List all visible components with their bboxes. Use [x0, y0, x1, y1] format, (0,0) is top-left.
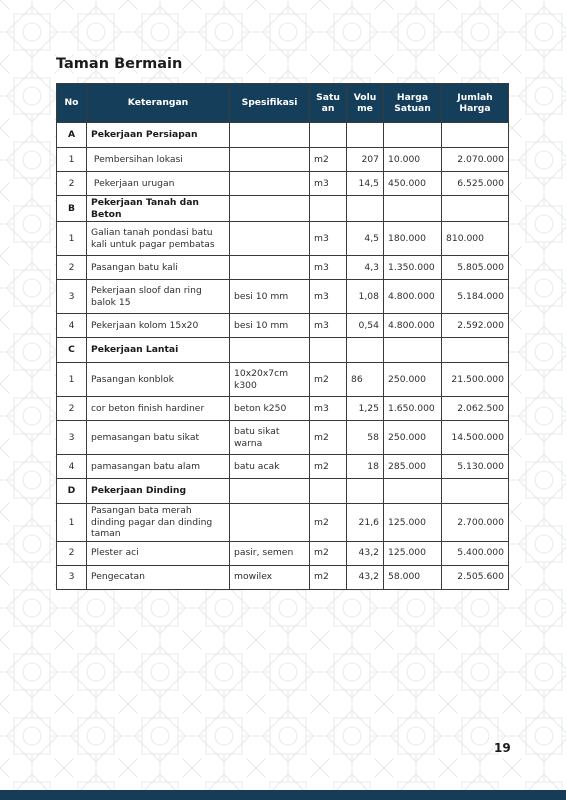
- table-row: [57, 256, 509, 280]
- section-row: [57, 123, 509, 148]
- header-volume-line1: Volu: [353, 91, 377, 103]
- item-spesifikasi: pasir, semen: [230, 541, 310, 565]
- item-volume: 43,2: [347, 565, 384, 589]
- item-volume: 14,5: [347, 172, 384, 196]
- table-row: [57, 280, 509, 314]
- section-title: Pekerjaan Dinding: [87, 479, 230, 504]
- item-harga: 1.650.000: [384, 397, 442, 421]
- item-no: 3: [57, 565, 87, 589]
- item-volume: 0,54: [347, 314, 384, 338]
- table-row: [57, 541, 509, 565]
- header-keterangan: Keterangan: [87, 84, 230, 123]
- item-jumlah: 5.400.000: [442, 541, 509, 565]
- item-no: 2: [57, 397, 87, 421]
- item-harga: 4.800.000: [384, 314, 442, 338]
- item-spesifikasi: [230, 222, 310, 256]
- header-volume-line2: me: [357, 103, 373, 114]
- table-row: [57, 363, 509, 397]
- item-keterangan: cor beton finish hardiner: [87, 397, 230, 421]
- header-harga-line1: Harga: [396, 91, 429, 103]
- item-jumlah: 14.500.000: [442, 421, 509, 455]
- item-harga: 250.000: [384, 421, 442, 455]
- section-row: [57, 338, 509, 363]
- item-volume: 21,6: [347, 504, 384, 542]
- item-harga: 450.000: [384, 172, 442, 196]
- item-no: 2: [57, 172, 87, 196]
- section-code: B: [57, 196, 87, 222]
- header-satuan-line2: an: [321, 103, 335, 114]
- item-no: 3: [57, 421, 87, 455]
- item-volume: 43,2: [347, 541, 384, 565]
- header-jumlah-line2: Harga: [459, 103, 491, 114]
- header-volume: [347, 84, 384, 123]
- item-spesifikasi: besi 10 mm: [230, 314, 310, 338]
- item-jumlah: 2.062.500: [442, 397, 509, 421]
- item-no: 3: [57, 280, 87, 314]
- table-row: [57, 504, 509, 542]
- table-row: [57, 148, 509, 172]
- item-volume: 58: [347, 421, 384, 455]
- item-no: 1: [57, 222, 87, 256]
- header-satuan: [310, 84, 347, 123]
- section-row: [57, 196, 509, 222]
- table-row: [57, 314, 509, 338]
- item-satuan: m3: [310, 222, 347, 256]
- item-spesifikasi: mowilex: [230, 565, 310, 589]
- item-harga: 4.800.000: [384, 280, 442, 314]
- item-harga: 250.000: [384, 363, 442, 397]
- item-no: 1: [57, 504, 87, 542]
- section-code: A: [57, 123, 87, 148]
- table-row: [57, 397, 509, 421]
- item-satuan: m2: [310, 504, 347, 542]
- item-volume: 4,5: [347, 222, 384, 256]
- item-harga: 125.000: [384, 541, 442, 565]
- item-harga: 58.000: [384, 565, 442, 589]
- item-spesifikasi: beton k250: [230, 397, 310, 421]
- item-keterangan: Plester aci: [87, 541, 230, 565]
- item-spesifikasi: batu acak: [230, 455, 310, 479]
- item-jumlah: 5.805.000: [442, 256, 509, 280]
- header-satuan-line1: Satu: [316, 91, 340, 103]
- header-no: No: [57, 84, 87, 123]
- item-jumlah: 2.505.600: [442, 565, 509, 589]
- item-volume: 4,3: [347, 256, 384, 280]
- header-jumlah-line1: Jumlah: [457, 91, 493, 103]
- item-harga: 180.000: [384, 222, 442, 256]
- item-no: 2: [57, 541, 87, 565]
- item-satuan: m2: [310, 541, 347, 565]
- item-volume: 86: [347, 363, 384, 397]
- item-jumlah: 810.000: [442, 222, 509, 256]
- page-title: Taman Bermain: [56, 56, 183, 72]
- item-keterangan: Pembersihan lokasi: [87, 148, 230, 172]
- item-harga: 125.000: [384, 504, 442, 542]
- header-harga-satuan: [384, 84, 442, 123]
- item-jumlah: 21.500.000: [442, 363, 509, 397]
- item-volume: 207: [347, 148, 384, 172]
- item-jumlah: 5.130.000: [442, 455, 509, 479]
- item-satuan: m3: [310, 314, 347, 338]
- table-row: [57, 421, 509, 455]
- item-satuan: m2: [310, 455, 347, 479]
- item-keterangan: Pekerjaan sloof dan ring balok 15: [87, 280, 230, 314]
- item-spesifikasi: batu sikat warna: [230, 421, 310, 455]
- table-row: [57, 455, 509, 479]
- item-jumlah: 2.700.000: [442, 504, 509, 542]
- item-spesifikasi: [230, 504, 310, 542]
- item-keterangan: Pekerjaan urugan: [87, 172, 230, 196]
- item-no: 4: [57, 314, 87, 338]
- section-title: Pekerjaan Tanah dan Beton: [87, 196, 230, 222]
- item-spesifikasi: [230, 256, 310, 280]
- item-spesifikasi: [230, 172, 310, 196]
- item-no: 1: [57, 148, 87, 172]
- item-harga: 1.350.000: [384, 256, 442, 280]
- item-satuan: m2: [310, 363, 347, 397]
- section-title: Pekerjaan Persiapan: [87, 123, 230, 148]
- table-row: [57, 222, 509, 256]
- section-row: [57, 479, 509, 504]
- item-jumlah: 2.070.000: [442, 148, 509, 172]
- section-code: C: [57, 338, 87, 363]
- table-row: [57, 172, 509, 196]
- header-harga-line2: Satuan: [394, 103, 431, 114]
- table-header-row: [57, 84, 509, 123]
- item-satuan: m2: [310, 565, 347, 589]
- section-code: D: [57, 479, 87, 504]
- item-satuan: m3: [310, 172, 347, 196]
- item-keterangan: Pasangan batu kali: [87, 256, 230, 280]
- item-satuan: m3: [310, 256, 347, 280]
- header-spesifikasi: Spesifikasi: [230, 84, 310, 123]
- item-satuan: m3: [310, 280, 347, 314]
- item-volume: 1,25: [347, 397, 384, 421]
- item-keterangan: Pasangan konblok: [87, 363, 230, 397]
- cost-estimate-table: [56, 83, 509, 590]
- item-volume: 18: [347, 455, 384, 479]
- item-keterangan: pamasangan batu alam: [87, 455, 230, 479]
- table-body: [57, 123, 509, 590]
- item-keterangan: Pasangan bata merah dinding pagar dan dinding taman: [87, 504, 230, 542]
- item-no: 4: [57, 455, 87, 479]
- item-volume: 1,08: [347, 280, 384, 314]
- item-keterangan: Pekerjaan kolom 15x20: [87, 314, 230, 338]
- item-satuan: m3: [310, 397, 347, 421]
- page-number: 19: [494, 741, 511, 755]
- item-spesifikasi: besi 10 mm: [230, 280, 310, 314]
- table-row: [57, 565, 509, 589]
- item-keterangan: pemasangan batu sikat: [87, 421, 230, 455]
- item-keterangan: Pengecatan: [87, 565, 230, 589]
- item-satuan: m2: [310, 148, 347, 172]
- item-spesifikasi: [230, 148, 310, 172]
- item-jumlah: 2.592.000: [442, 314, 509, 338]
- item-harga: 285.000: [384, 455, 442, 479]
- item-keterangan: Galian tanah pondasi batu kali untuk pagar pembatas: [87, 222, 230, 256]
- section-title: Pekerjaan Lantai: [87, 338, 230, 363]
- item-no: 2: [57, 256, 87, 280]
- header-jumlah-harga: [442, 84, 509, 123]
- item-no: 1: [57, 363, 87, 397]
- item-spesifikasi: 10x20x7cm k300: [230, 363, 310, 397]
- item-harga: 10.000: [384, 148, 442, 172]
- item-jumlah: 6.525.000: [442, 172, 509, 196]
- item-satuan: m2: [310, 421, 347, 455]
- item-jumlah: 5.184.000: [442, 280, 509, 314]
- footer-bar: [0, 790, 566, 800]
